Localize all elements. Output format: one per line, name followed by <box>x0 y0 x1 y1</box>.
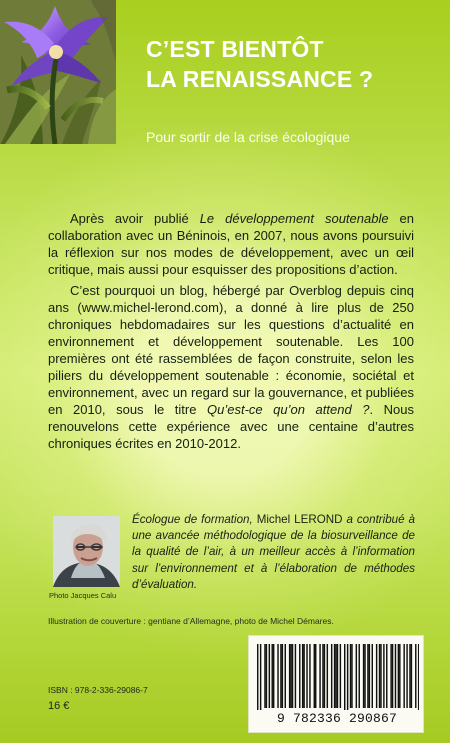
description-paragraph-1-rest: en collaboration avec un Béninois, en 2007, nous avons poursuivi la réflexion sur nos modes de développement, avec un œil critique, mais aussi pour esquisser des propositions d’action. <box>48 211 414 277</box>
barcode-bar <box>257 644 258 710</box>
barcode-bar <box>324 644 325 708</box>
book-subtitle: Pour sortir de la crise écologique <box>146 129 350 145</box>
barcode-bar <box>344 644 345 710</box>
chronicle-book-title: Qu’est-ce qu’on attend ? <box>207 402 370 417</box>
barcode-bar <box>364 644 365 708</box>
barcode-bar <box>335 644 336 708</box>
barcode-bar <box>340 644 341 708</box>
barcode-bar <box>302 644 303 708</box>
barcode-bar <box>372 644 373 708</box>
author-bio-lead: Écologue de formation, <box>132 513 257 526</box>
author-photo <box>53 516 120 587</box>
barcode-bar <box>350 644 351 708</box>
barcode-bar <box>292 644 293 708</box>
barcode-bar <box>269 644 270 708</box>
barcode-bar <box>319 644 320 708</box>
barcode-bar <box>380 644 381 708</box>
barcode-bar <box>331 644 332 708</box>
book-title <box>146 34 416 94</box>
description-paragraph-2 <box>48 282 414 452</box>
barcode-bar <box>376 644 377 708</box>
barcode-bar <box>282 644 283 708</box>
barcode-bar <box>409 644 410 708</box>
barcode-bar <box>403 644 404 708</box>
barcode-bar <box>395 644 396 708</box>
barcode-bar <box>390 644 391 708</box>
barcode-bar <box>315 644 316 708</box>
barcode-bar <box>290 644 291 708</box>
barcode <box>248 635 424 733</box>
barcode-bar <box>264 644 265 708</box>
barcode-bar <box>356 644 357 708</box>
author-name: Michel LEROND <box>256 513 343 526</box>
barcode-number: 9 782336 290867 <box>276 711 398 726</box>
barcode-bar <box>392 644 393 708</box>
author-bio-rest: a contribué à une avancée méthodologique de la biosurveillance de la qualité de l’air, à un meilleur accès à l’information sur l’environnement et à l’élaboration de méthodes d’évaluation. <box>132 513 415 591</box>
barcode-bar <box>285 644 286 708</box>
barcode-bar <box>306 644 307 708</box>
isbn: ISBN : 978-2-336-29086-7 <box>48 685 148 695</box>
barcode-bar <box>334 644 335 708</box>
barcode-bar <box>309 644 310 708</box>
barcode-bar <box>347 644 348 710</box>
barcode-bar <box>399 644 400 708</box>
barcode-bars <box>253 640 419 710</box>
description-paragraph-2-lead: C’est pourquoi un blog, hébergé par Overblog depuis cinq ans (www.michel-lerond.com), a donné à lire plus de 250 chroniques hebdomadaires sur les questions d’actualité en environnement et développement soutenable. Les 100 premières ont été rassemblées de façon construite, selon les piliers du développement soutenable : économie, sociétal et environnement, avec un regard sur la gouvernance, et publiées en 2010, sous le titre <box>48 283 414 417</box>
barcode-bar <box>363 644 364 708</box>
barcode-bar <box>367 644 368 708</box>
barcode-bar <box>415 644 416 708</box>
back-cover-description <box>48 210 414 456</box>
description-paragraph-1-lead: Après avoir publié <box>70 211 200 226</box>
barcode-bar <box>359 644 360 708</box>
barcode-bar <box>369 644 370 708</box>
barcode-bar <box>379 644 380 708</box>
barcode-bar <box>280 644 281 708</box>
price: 16 € <box>48 700 70 712</box>
barcode-bar <box>327 644 328 708</box>
barcode-bar <box>314 644 315 708</box>
description-paragraph-1 <box>48 210 414 278</box>
barcode-bar <box>266 644 267 708</box>
barcode-bar <box>406 644 407 708</box>
barcode-bar <box>289 644 290 708</box>
cover-illustration-credit: Illustration de couverture : gentiane d’Allemagne, photo de Michel Démares. <box>48 616 334 626</box>
barcode-bar <box>295 644 296 708</box>
book-title-line-2: LA RENAISSANCE ? <box>146 66 374 92</box>
barcode-bar <box>398 644 399 708</box>
barcode-bar <box>272 644 273 708</box>
barcode-bar <box>351 644 352 708</box>
author-bio <box>132 512 415 593</box>
barcode-bar <box>383 644 384 708</box>
barcode-bar <box>277 644 278 708</box>
flower-photo <box>0 0 116 144</box>
barcode-bar <box>299 644 300 708</box>
barcode-bar <box>418 644 419 710</box>
barcode-bar <box>322 644 323 708</box>
description-paragraph-2-rest: . Nous renouvelons cette expérience avec une centaine d’autres chroniques écrites en 2010-2012. <box>48 402 414 451</box>
barcode-bar <box>303 644 304 708</box>
barcode-bar <box>273 644 274 708</box>
barcode-bar <box>337 644 338 708</box>
previous-book-title: Le développement soutenable <box>199 211 389 226</box>
book-title-line-1: C’EST BIENTÔT <box>146 36 324 62</box>
barcode-bar <box>386 644 387 708</box>
photo-credit: Photo Jacques Calu <box>49 591 117 600</box>
barcode-bar <box>411 644 412 708</box>
barcode-bar <box>260 644 261 710</box>
